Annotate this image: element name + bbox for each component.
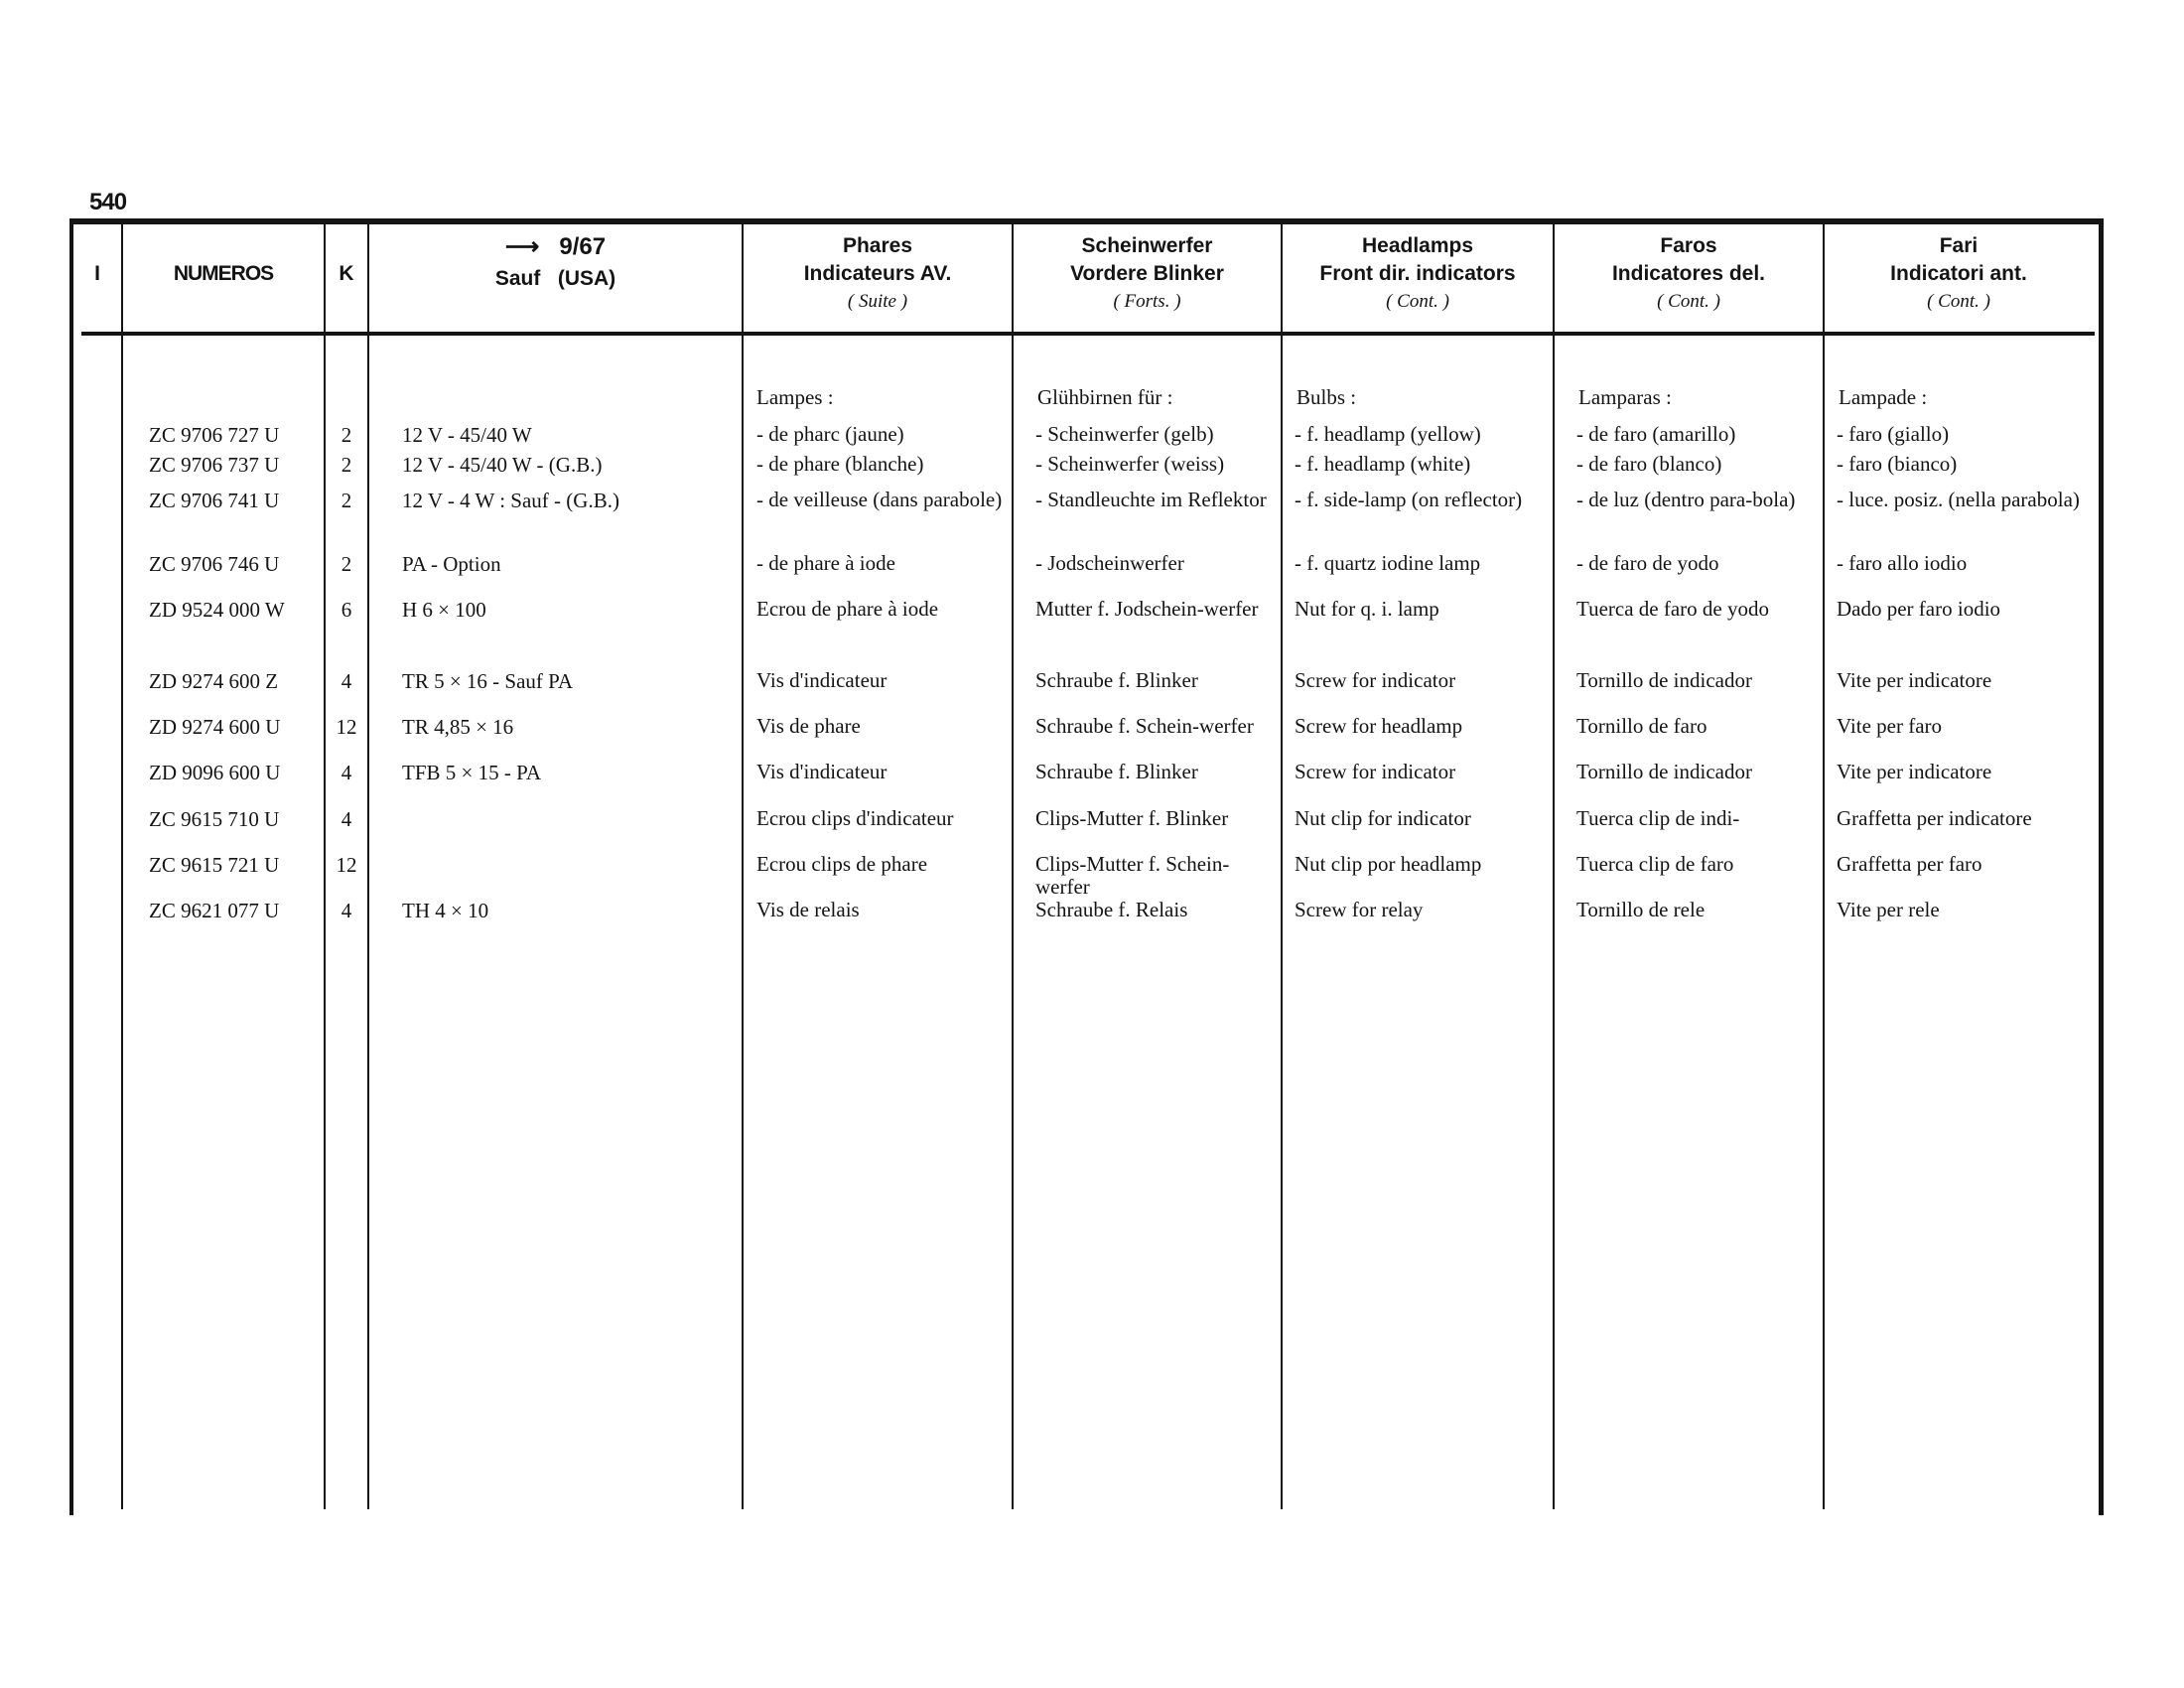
header-col-fr [744, 232, 1012, 316]
header-fr-title: Phares [842, 234, 913, 257]
cell-fr: - de veilleuse (dans parabole) [756, 488, 1003, 511]
cell-en: Screw for headlamp [1295, 714, 1463, 738]
cell-it: - faro (giallo) [1837, 422, 1950, 446]
cell-spec: TH 4 × 10 [402, 899, 489, 922]
cell-es: Tuerca de faro de yodo [1576, 597, 1769, 621]
cell-es: Tuerca clip de indi- [1576, 806, 1740, 830]
cell-en: Nut clip for indicator [1295, 806, 1471, 830]
cell-k: 2 [341, 423, 352, 447]
intro-it: Lampade : [1839, 385, 1928, 409]
cell-es: Tuerca clip de faro [1576, 852, 1734, 876]
cell-it: Vite per rele [1837, 898, 1940, 921]
header-col-it [1825, 232, 2093, 316]
cell-es: - de luz (dentro para-bola) [1576, 488, 1796, 511]
intro-es: Lamparas : [1578, 385, 1672, 409]
cell-de: Clips-Mutter f. Blinker [1035, 806, 1229, 830]
header-col-de [1014, 232, 1281, 316]
cell-es: Tornillo de rele [1576, 898, 1706, 921]
cell-spec: PA - Option [402, 552, 501, 576]
header-es-note: ( Cont. ) [1657, 291, 1720, 312]
cell-en: Screw for relay [1295, 898, 1424, 921]
cell-it: - faro allo iodio [1837, 551, 1968, 575]
column-divider [1281, 224, 1283, 1509]
cell-k: 2 [341, 453, 352, 477]
header-en-title: Headlamps [1361, 234, 1474, 257]
header-es-title: Faros [1660, 234, 1717, 257]
cell-fr: Vis de relais [756, 898, 860, 921]
header-de-title: Scheinwerfer [1081, 234, 1213, 257]
cell-it: Vite per indicatore [1837, 668, 1992, 692]
column-divider [367, 224, 369, 1509]
cell-it: Vite per indicatore [1837, 760, 1992, 783]
header-col-i: I [94, 262, 100, 285]
column-divider [1012, 224, 1014, 1509]
cell-fr: Vis d'indicateur [756, 760, 887, 783]
cell-fr: - de phare (blanche) [756, 452, 924, 476]
cell-num: ZD 9274 600 U [149, 715, 281, 739]
cell-de: Clips-Mutter f. Schein-werfer [1035, 852, 1230, 899]
cell-it: - luce. posiz. (nella parabola) [1837, 488, 2080, 511]
cell-en: - f. headlamp (yellow) [1295, 422, 1481, 446]
header-spec-date: 9/67 [559, 233, 607, 260]
cell-en: Nut for q. i. lamp [1295, 597, 1439, 621]
cell-de: Schraube f. Schein-werfer [1035, 714, 1254, 738]
cell-k: 2 [341, 489, 352, 512]
cell-spec: TR 4,85 × 16 [402, 715, 514, 739]
header-spec-exception: Sauf (USA) [494, 267, 616, 290]
header-col-en [1283, 232, 1553, 316]
cell-spec: TR 5 × 16 - Sauf PA [402, 669, 574, 693]
cell-en: - f. headlamp (white) [1295, 452, 1471, 476]
header-col-es [1555, 232, 1823, 316]
cell-de: - Standleuchte im Reflektor [1035, 488, 1267, 511]
cell-en: - f. quartz iodine lamp [1295, 551, 1481, 575]
cell-spec: 12 V - 45/40 W - (G.B.) [402, 453, 603, 477]
cell-en: Screw for indicator [1295, 668, 1456, 692]
cell-num: ZC 9615 710 U [149, 807, 280, 831]
cell-k: 12 [336, 853, 357, 877]
cell-num: ZC 9621 077 U [149, 899, 280, 922]
cell-k: 2 [341, 552, 352, 576]
header-it-title: Fari [1939, 234, 1979, 257]
header-col-k: K [339, 262, 354, 285]
cell-fr: Vis de phare [756, 714, 861, 738]
cell-k: 4 [341, 899, 352, 922]
column-divider [121, 224, 123, 1509]
cell-de: Schraube f. Blinker [1035, 760, 1198, 783]
cell-de: Schraube f. Relais [1035, 898, 1188, 921]
arrow-right-icon: ⟶ [504, 233, 540, 260]
cell-k: 4 [341, 761, 352, 784]
cell-spec: 12 V - 4 W : Sauf - (G.B.) [402, 489, 619, 512]
cell-num: ZD 9274 600 Z [149, 669, 279, 693]
header-en-note: ( Cont. ) [1386, 291, 1449, 312]
header-fr-subtitle: Indicateurs AV. [803, 262, 952, 285]
cell-de: - Jodscheinwerfer [1035, 551, 1184, 575]
cell-spec: 12 V - 45/40 W [402, 423, 532, 447]
column-divider [742, 224, 744, 1509]
cell-num: ZC 9706 741 U [149, 489, 280, 512]
cell-it: Graffetta per indicatore [1837, 806, 2032, 830]
cell-spec: TFB 5 × 15 - PA [402, 761, 542, 784]
header-fr-note: ( Suite ) [847, 291, 908, 312]
header-de-note: ( Forts. ) [1113, 291, 1181, 312]
cell-fr: Ecrou clips d'indicateur [756, 806, 954, 830]
cell-num: ZC 9706 746 U [149, 552, 280, 576]
cell-num: ZD 9096 600 U [149, 761, 281, 784]
cell-it: Dado per faro iodio [1837, 597, 2001, 621]
cell-num: ZC 9706 727 U [149, 423, 280, 447]
cell-k: 12 [336, 715, 357, 739]
cell-es: - de faro de yodo [1576, 551, 1719, 575]
cell-num: ZD 9524 000 W [149, 598, 285, 622]
cell-en: Nut clip por headlamp [1295, 852, 1482, 876]
cell-fr: Vis d'indicateur [756, 668, 887, 692]
cell-num: ZC 9706 737 U [149, 453, 280, 477]
column-divider [1553, 224, 1555, 1509]
intro-fr: Lampes : [756, 385, 834, 409]
cell-de: - Scheinwerfer (weiss) [1035, 452, 1225, 476]
cell-num: ZC 9615 721 U [149, 853, 280, 877]
cell-it: - faro (bianco) [1837, 452, 1958, 476]
cell-es: Tornillo de faro [1576, 714, 1707, 738]
cell-es: - de faro (blanco) [1576, 452, 1722, 476]
cell-fr: Ecrou clips de phare [756, 852, 928, 876]
cell-spec: H 6 × 100 [402, 598, 486, 622]
intro-de: Glühbirnen für : [1037, 385, 1173, 409]
column-divider [1823, 224, 1825, 1509]
cell-de: - Scheinwerfer (gelb) [1035, 422, 1214, 446]
cell-fr: - de phare à iode [756, 551, 895, 575]
page-number: 540 [89, 189, 127, 215]
cell-k: 4 [341, 807, 352, 831]
cell-de: Schraube f. Blinker [1035, 668, 1198, 692]
cell-it: Graffetta per faro [1837, 852, 1982, 876]
header-en-subtitle: Front dir. indicators [1319, 262, 1516, 285]
header-col-spec [369, 233, 742, 293]
cell-k: 6 [341, 598, 352, 622]
header-it-note: ( Cont. ) [1927, 291, 1990, 312]
cell-es: Tornillo de indicador [1576, 668, 1752, 692]
cell-it: Vite per faro [1837, 714, 1943, 738]
cell-fr: - de pharc (jaune) [756, 422, 904, 446]
header-rule [81, 332, 2095, 336]
cell-fr: Ecrou de phare à iode [756, 597, 939, 621]
cell-de: Mutter f. Jodschein-werfer [1035, 597, 1259, 621]
cell-en: Screw for indicator [1295, 760, 1456, 783]
cell-k: 4 [341, 669, 352, 693]
intro-en: Bulbs : [1297, 385, 1357, 409]
header-de-subtitle: Vordere Blinker [1070, 262, 1224, 285]
header-col-numeros: NUMEROS [173, 262, 274, 285]
cell-es: - de faro (amarillo) [1576, 422, 1736, 446]
cell-es: Tornillo de indicador [1576, 760, 1752, 783]
cell-en: - f. side-lamp (on reflector) [1295, 488, 1523, 511]
header-es-subtitle: Indicatores del. [1611, 262, 1766, 285]
header-it-subtitle: Indicatori ant. [1890, 262, 2027, 285]
